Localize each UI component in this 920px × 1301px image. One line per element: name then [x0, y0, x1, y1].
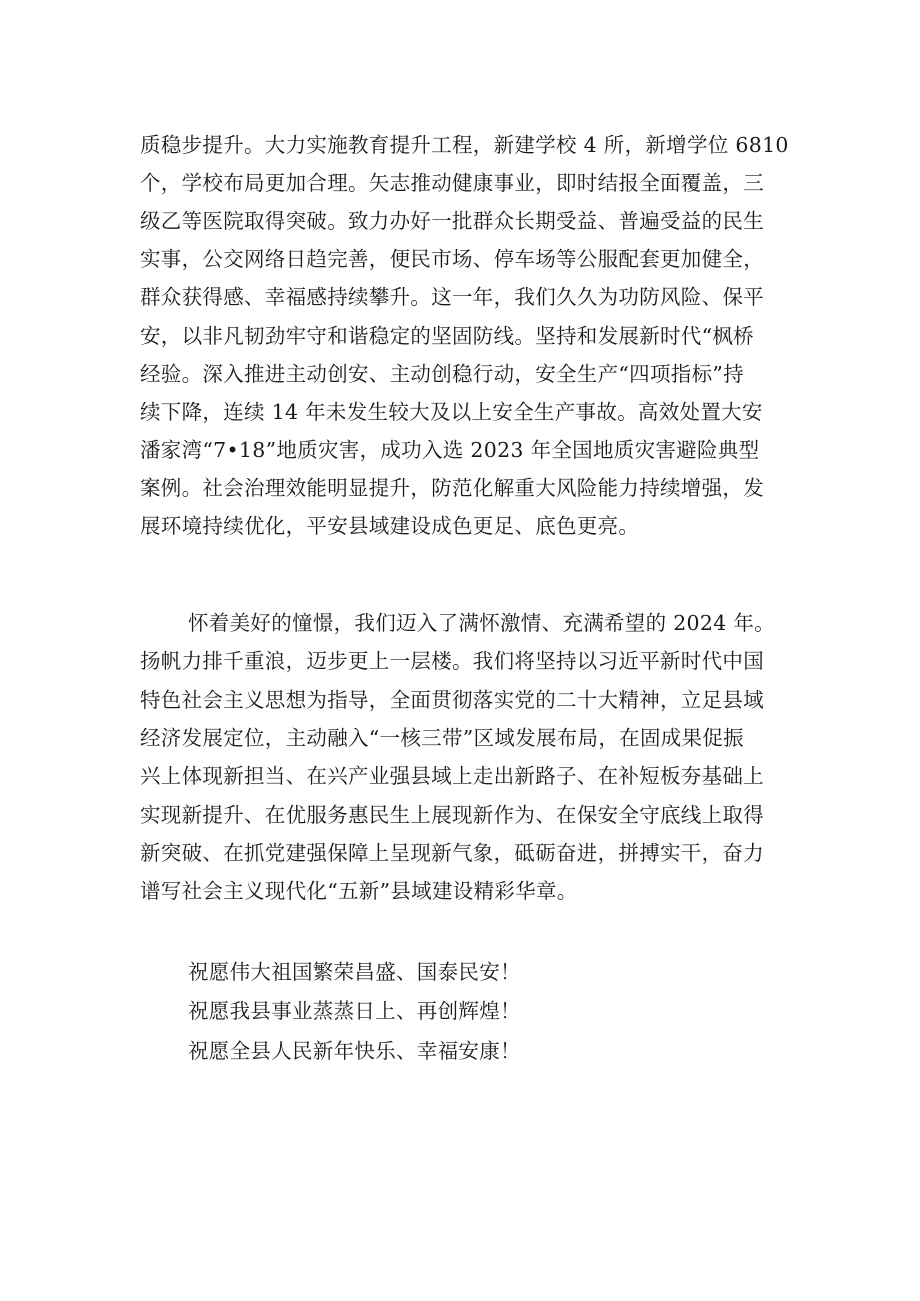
wish-line: 祝愿我县事业蒸蒸日上、再创辉煌！ — [188, 999, 521, 1023]
wish-line: 祝愿伟大祖国繁荣昌盛、国泰民安！ — [188, 960, 521, 984]
paragraph-line: 谱写社会主义现代化“五新”县域建设精彩华章。 — [140, 879, 578, 904]
wish-line: 祝愿全县人民新年快乐、幸福安康！ — [188, 1039, 521, 1063]
paragraph-line: 续下降，连续 14 年未发生较大及以上安全生产事故。高效处置大安 — [140, 399, 763, 424]
paragraph-line: 展环境持续优化，平安县域建设成色更足、底色更亮。 — [140, 514, 640, 538]
paragraph-line: 群众获得感、幸福感持续攀升。这一年，我们久久为功防风险、保平 — [140, 285, 764, 310]
paragraph-line: 安，以非凡韧劲牢守和谐稳定的坚固防线。坚持和发展新时代“枫桥 — [140, 323, 754, 348]
paragraph-line: 级乙等医院取得突破。致力办好一批群众长期受益、普遍受益的民生 — [140, 209, 764, 234]
paragraph-line: 实事，公交网络日趋完善，便民市场、停车场等公服配套更加健全， — [140, 247, 764, 272]
paragraph-line: 案例。社会治理效能明显提升，防范化解重大风险能力持续增强，发 — [140, 475, 764, 500]
paragraph-line: 实现新提升、在优服务惠民生上展现新作为、在保安全守底线上取得 — [140, 802, 764, 827]
paragraph-line: 特色社会主义思想为指导，全面贯彻落实党的二十大精神，立足县域 — [140, 687, 764, 712]
paragraph-line: 新突破、在抓党建强保障上呈现新气象，砥砺奋进，拼搏实干，奋力 — [140, 840, 764, 865]
paragraph-line: 扬帆力排千重浪，迈步更上一层楼。我们将坚持以习近平新时代中国 — [140, 649, 764, 674]
paragraph-line: 怀着美好的憧憬，我们迈入了满怀激情、充满希望的 2024 年。 — [188, 611, 776, 635]
paragraph-line: 潘家湾“7•18”地质灾害，成功入选 2023 年全国地质灾害避险典型 — [140, 437, 760, 462]
paragraph-line: 经验。深入推进主动创安、主动创稳行动，安全生产“四项指标”持 — [140, 361, 744, 386]
paragraph-line: 兴上体现新担当、在兴产业强县域上走出新路子、在补短板夯基础上 — [140, 764, 764, 789]
paragraph-line: 质稳步提升。大力实施教育提升工程，新建学校 4 所，新增学位 6810 — [140, 133, 789, 157]
paragraph-line: 个，学校布局更加合理。矢志推动健康事业，即时结报全面覆盖，三 — [140, 171, 764, 196]
paragraph-line: 经济发展定位，主动融入“一核三带”区域发展布局，在固成果促振 — [140, 725, 744, 750]
